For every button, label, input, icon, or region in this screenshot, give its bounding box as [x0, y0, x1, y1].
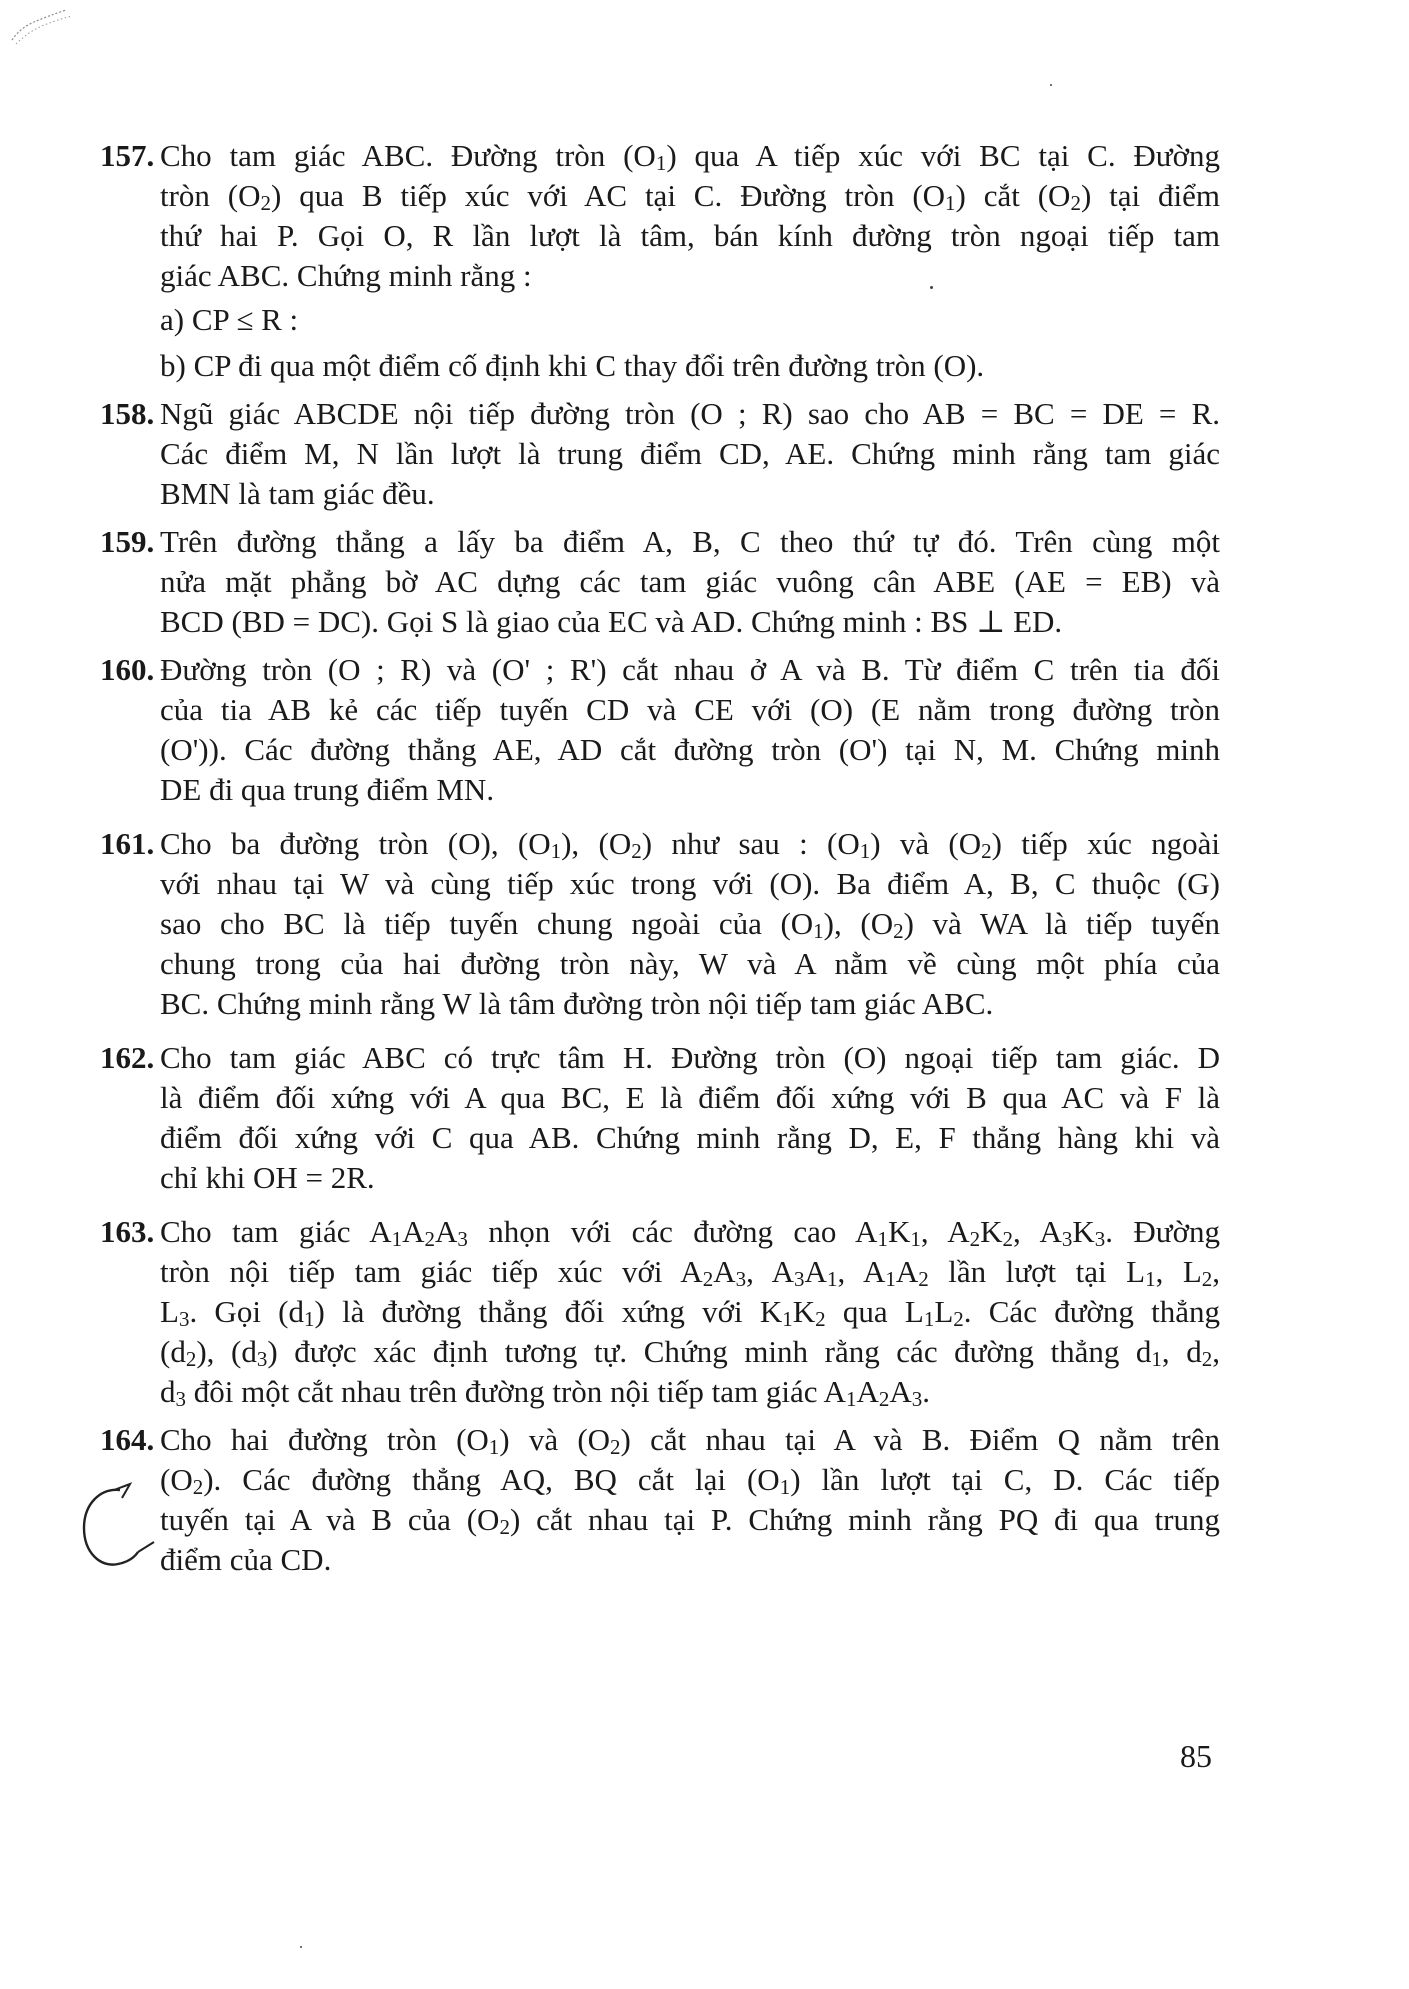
subscript: 2 — [878, 1387, 890, 1411]
problem-text-line — [160, 1212, 1220, 1252]
problem-text-line — [160, 730, 1220, 770]
problem-item — [100, 1212, 1220, 1412]
subscript: 1 — [859, 839, 871, 863]
subscript: 2 — [969, 1227, 981, 1251]
text-segment: sao cho BC là tiếp tuyến chung ngoài của (O — [160, 906, 814, 941]
subscript: 2 — [260, 191, 272, 215]
text-segment: Cho tam giác ABC. Đường tròn (O — [160, 138, 656, 173]
problem-text-line — [160, 1078, 1220, 1118]
subscript: 1 — [813, 919, 824, 943]
text-segment: A — [856, 1374, 879, 1409]
text-segment: thứ hai P. Gọi O, R lần lượt là tâm, bán kính đường tròn ngoại tiếp tam — [160, 218, 1220, 253]
text-segment: điểm đối xứng với C qua AB. Chứng minh rằng D, E, F thẳng hàng khi và — [160, 1120, 1220, 1155]
problem-item — [100, 1420, 1220, 1580]
text-segment: ) cắt nhau tại P. Chứng minh rằng PQ đi qua trung — [509, 1502, 1220, 1537]
subscript: 3 — [175, 1387, 186, 1411]
problem-text-line — [160, 394, 1220, 434]
text-segment: đôi một cắt nhau trên đường tròn nội tiếp tam giác A — [186, 1374, 846, 1409]
handwritten-circle-mark — [74, 1482, 164, 1582]
text-segment: giác ABC. Chứng minh rằng : — [160, 258, 532, 293]
problem-text-line — [160, 904, 1220, 944]
subscript: 3 — [1061, 1227, 1073, 1251]
text-segment: qua L — [825, 1294, 924, 1329]
problem-text-line — [160, 944, 1220, 984]
problem-text-line — [160, 1420, 1220, 1460]
problem-text-line — [160, 176, 1220, 216]
text-segment: A — [889, 1374, 912, 1409]
text-segment: L — [160, 1294, 179, 1329]
problem-number: 159. — [100, 524, 155, 559]
text-segment: ) tiếp xúc ngoài — [991, 826, 1221, 861]
subscript: 2 — [631, 839, 642, 863]
problem-text-line — [160, 824, 1220, 864]
text-segment: . — [922, 1374, 930, 1409]
subscript: 2 — [499, 1515, 510, 1539]
speck-mark — [930, 286, 933, 289]
text-segment: A — [435, 1214, 458, 1249]
text-segment: ) qua A tiếp xúc với BC tại C. Đường — [666, 138, 1220, 173]
text-segment: BC. Chứng minh rằng W là tâm đường tròn nội tiếp tam giác ABC. — [160, 986, 994, 1021]
text-segment: ) và WA là tiếp tuyến — [903, 906, 1220, 941]
subscript: 1 — [655, 151, 667, 175]
page-content — [100, 136, 1220, 1588]
problem-text-line — [160, 984, 1220, 1024]
text-segment: ). Các đường thẳng AQ, BQ cắt lại (O — [203, 1462, 780, 1497]
text-segment: DE đi qua trung điểm MN. — [160, 772, 495, 807]
text-segment: K — [792, 1294, 816, 1329]
problem-text-line — [160, 1292, 1220, 1332]
problem-text-line — [160, 1540, 1220, 1580]
subscript: 2 — [815, 1307, 826, 1331]
problem-item — [100, 1038, 1220, 1198]
text-segment: với nhau tại W và cùng tiếp xúc trong với (O). Ba điểm A, B, C thuộc (G) — [160, 866, 1220, 901]
text-segment: . Các đường thẳng — [963, 1294, 1220, 1329]
text-segment: ) và (O — [870, 826, 982, 861]
text-segment: , A — [837, 1254, 886, 1289]
text-segment: Cho ba đường tròn (O), (O — [160, 826, 551, 861]
text-segment: tuyến tại A và B của (O — [160, 1502, 500, 1537]
subscript: 3 — [457, 1227, 468, 1251]
text-segment: ) và (O — [499, 1422, 611, 1457]
problem-text-line — [160, 136, 1220, 176]
text-segment: lần lượt tại L — [928, 1254, 1146, 1289]
problem-text-line — [160, 562, 1220, 602]
problem-text-line — [160, 602, 1220, 642]
text-segment: K — [980, 1214, 1003, 1249]
subscript: 2 — [981, 839, 992, 863]
text-segment: A — [402, 1214, 425, 1249]
problem-number: 164. — [100, 1422, 155, 1457]
text-segment: ) cắt nhau tại A và B. Điểm Q nằm trên — [620, 1422, 1220, 1457]
text-segment: ) như sau : (O — [641, 826, 860, 861]
problem-text-line — [160, 474, 1220, 514]
speck-mark — [300, 1946, 302, 1948]
text-segment: A — [895, 1254, 919, 1289]
subscript: 2 — [1070, 191, 1081, 215]
subscript: 2 — [1201, 1267, 1213, 1291]
problem-item — [100, 136, 1220, 386]
problem-text-line — [160, 1372, 1220, 1412]
text-segment: A — [713, 1254, 736, 1289]
subscript: 2 — [893, 919, 904, 943]
subscript: 2 — [424, 1227, 436, 1251]
subscript: 1 — [910, 1227, 921, 1251]
subscript: 1 — [304, 1307, 315, 1331]
problem-text-line — [160, 690, 1220, 730]
subscript: 1 — [1151, 1347, 1162, 1371]
problem-item — [100, 824, 1220, 1024]
text-segment: Cho hai đường tròn (O — [160, 1422, 489, 1457]
subscript: 3 — [256, 1347, 268, 1371]
subscript: 3 — [178, 1307, 190, 1331]
problem-text-line — [160, 256, 1220, 296]
problem-subitem: a) CP ≤ R : — [160, 302, 299, 337]
text-segment: ), (O — [823, 906, 894, 941]
problem-text-line — [160, 1252, 1220, 1292]
text-segment: , L — [1155, 1254, 1202, 1289]
text-segment: ), (O — [561, 826, 632, 861]
page-number: 85 — [1180, 1738, 1212, 1774]
subscript: 1 — [945, 191, 956, 215]
problem-text-line — [160, 650, 1220, 690]
text-segment: . Đường — [1105, 1214, 1220, 1249]
subscript: 1 — [1145, 1267, 1156, 1291]
subscript: 1 — [885, 1267, 896, 1291]
subscript: 1 — [877, 1227, 888, 1251]
text-segment: , A — [920, 1214, 970, 1249]
subscript: 1 — [782, 1307, 793, 1331]
text-segment: ) lần lượt tại C, D. Các tiếp — [790, 1462, 1220, 1497]
problem-number: 157. — [100, 138, 155, 173]
text-segment: BMN là tam giác đều. — [160, 476, 435, 511]
text-segment: ) là đường thẳng đối xứng với K — [314, 1294, 783, 1329]
text-segment: , — [1212, 1334, 1221, 1369]
text-segment: , d — [1161, 1334, 1202, 1369]
text-segment: K — [887, 1214, 911, 1249]
text-segment: K — [1072, 1214, 1095, 1249]
text-segment: nửa mặt phẳng bờ AC dựng các tam giác vuông cân ABE (AE = EB) và — [160, 564, 1220, 599]
problem-item — [100, 522, 1220, 642]
problem-number: 163. — [100, 1214, 155, 1249]
text-segment: , — [1212, 1254, 1221, 1289]
speck-mark — [1050, 84, 1052, 86]
problem-text-line — [160, 1460, 1220, 1500]
text-segment: , A — [746, 1254, 795, 1289]
text-segment: ) qua B tiếp xúc với AC tại C. Đường tròn (O — [271, 178, 946, 213]
text-segment: của tia AB kẻ các tiếp tuyến CD và CE với (O) (E nằm trong đường tròn — [160, 692, 1220, 727]
subscript: 3 — [911, 1387, 923, 1411]
text-segment: Cho tam giác ABC có trực tâm H. Đường tròn (O) ngoại tiếp tam giác. D — [160, 1040, 1220, 1075]
subscript: 2 — [192, 1475, 204, 1499]
text-segment: ) tại điểm — [1080, 178, 1220, 213]
text-segment: Cho tam giác A — [160, 1214, 392, 1249]
subscript: 2 — [1002, 1227, 1014, 1251]
problem-text-line — [160, 434, 1220, 474]
text-segment: ) được xác định tương tự. Chứng minh rằng các đường thẳng d — [267, 1334, 1152, 1369]
subscript: 2 — [610, 1435, 621, 1459]
text-segment: chung trong của hai đường tròn này, W và A nằm về cùng một phía của — [160, 946, 1220, 981]
problem-item — [100, 650, 1220, 810]
problem-text-line — [160, 770, 1220, 810]
problem-subitem: b) CP đi qua một điểm cố định khi C thay đổi trên đường tròn (O). — [160, 348, 985, 383]
subscript: 1 — [923, 1307, 935, 1331]
problem-item — [100, 394, 1220, 514]
text-segment: (O — [160, 1462, 193, 1497]
problem-text-line — [160, 1500, 1220, 1540]
text-segment: điểm của CD. — [160, 1542, 332, 1577]
subscript: 2 — [185, 1347, 197, 1371]
text-segment: Các điểm M, N lần lượt là trung điểm CD, AE. Chứng minh rằng tam giác — [160, 436, 1220, 471]
text-segment: . Gọi (d — [189, 1294, 304, 1329]
text-segment: A — [804, 1254, 827, 1289]
problem-number: 160. — [100, 652, 155, 687]
text-segment: L — [934, 1294, 954, 1329]
subscript: 1 — [391, 1227, 403, 1251]
subscript: 1 — [826, 1267, 838, 1291]
subscript: 1 — [488, 1435, 500, 1459]
problem-text-line — [160, 1038, 1220, 1078]
subscript: 3 — [1094, 1227, 1106, 1251]
text-segment: tròn nội tiếp tam giác tiếp xúc với A — [160, 1254, 703, 1289]
subscript: 2 — [702, 1267, 714, 1291]
text-segment: (d — [160, 1334, 186, 1369]
text-segment: tròn (O — [160, 178, 261, 213]
problem-text-line — [160, 864, 1220, 904]
text-segment: ) cắt (O — [955, 178, 1071, 213]
text-segment: ), (d — [196, 1334, 257, 1369]
text-segment: Ngũ giác ABCDE nội tiếp đường tròn (O ; R) sao cho AB = BC = DE = R. — [160, 396, 1220, 431]
text-segment: là điểm đối xứng với A qua BC, E là điểm đối xứng với B qua AC và F là — [160, 1080, 1220, 1115]
subscript: 1 — [845, 1387, 857, 1411]
text-segment: (O')). Các đường thẳng AE, AD cắt đường tròn (O') tại N, M. Chứng minh — [160, 732, 1220, 767]
text-segment: Trên đường thẳng a lấy ba điểm A, B, C theo thứ tự đó. Trên cùng một — [160, 524, 1220, 559]
problem-text-line — [160, 522, 1220, 562]
text-segment: d — [160, 1374, 176, 1409]
text-segment: , A — [1013, 1214, 1062, 1249]
text-segment: chỉ khi OH = 2R. — [160, 1160, 375, 1195]
subscript: 2 — [918, 1267, 929, 1291]
subscript: 3 — [735, 1267, 747, 1291]
text-segment: BCD (BD = DC). Gọi S là giao của EC và AD. Chứng minh : BS ⊥ ED. — [160, 604, 1063, 639]
corner-stamp-mark — [8, 6, 78, 46]
subscript: 2 — [953, 1307, 964, 1331]
subscript: 2 — [1201, 1347, 1213, 1371]
problem-number: 158. — [100, 396, 155, 431]
subscript: 3 — [794, 1267, 805, 1291]
text-segment: nhọn với các đường cao A — [467, 1214, 878, 1249]
problem-text-line — [160, 1332, 1220, 1372]
problem-number: 161. — [100, 826, 155, 861]
problem-text-line — [160, 1158, 1220, 1198]
problem-number: 162. — [100, 1040, 155, 1075]
problem-text-line — [160, 1118, 1220, 1158]
problem-text-line — [160, 216, 1220, 256]
text-segment: Đường tròn (O ; R) và (O' ; R') cắt nhau ở A và B. Từ điểm C trên tia đối — [160, 652, 1220, 687]
subscript: 1 — [779, 1475, 791, 1499]
subscript: 1 — [550, 839, 562, 863]
